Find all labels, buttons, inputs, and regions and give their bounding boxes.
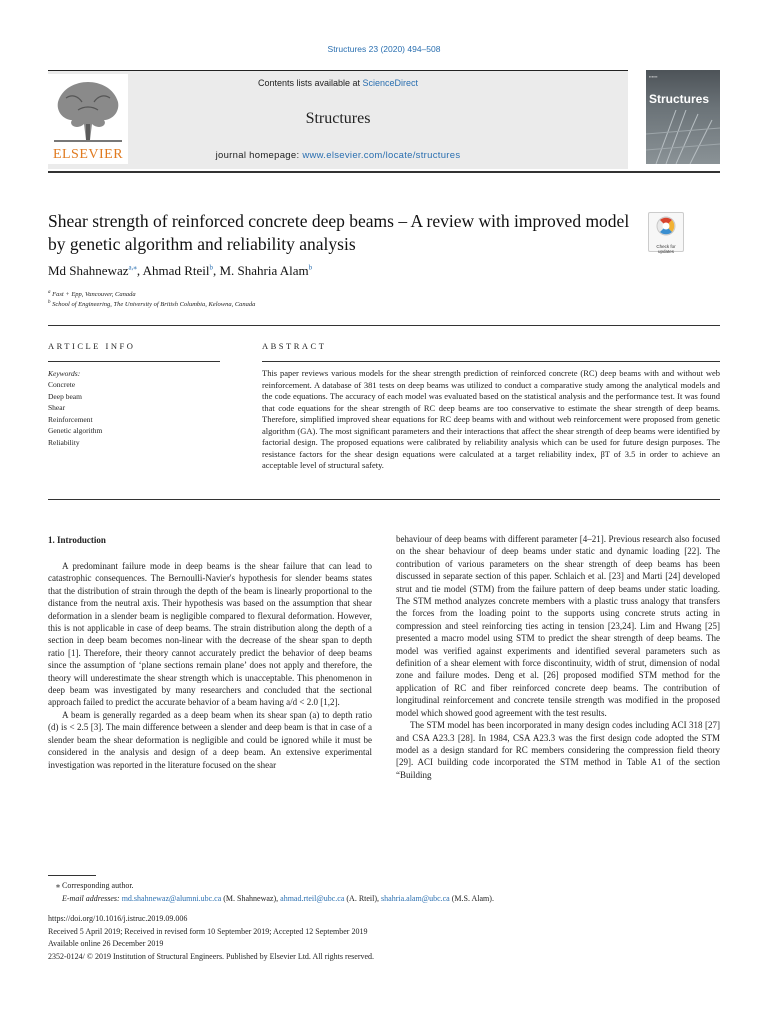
keyword: Reinforcement: [48, 414, 93, 424]
affiliation: [48, 290, 136, 298]
crossmark-label: Check for updates: [656, 244, 676, 254]
body-paragraph: The STM model has been incorporated in many design codes including ACI 318 [27] and CSA A23.3 [28]. In 1984, CSA A23.3 was the first design code adopted the STM model as a design standard for RC members considering the compression field theory [29]. ACI building code incorporated the STM method in Table A1 of the section “Building: [396, 720, 720, 780]
homepage-link[interactable]: www.elsevier.com/locate/structures: [302, 150, 461, 161]
journal-name: Structures: [305, 110, 371, 127]
keywords-label: Keywords:: [48, 369, 81, 378]
email-addresses: [62, 894, 494, 903]
abstract-text: This paper reviews various models for the shear strength prediction of reinforced concrete (RC) deep beams with and without web reinforcement. A database of 381 tests on deep beams was utilized to conduct a comparative study among the analytical models and the code equations. The accuracy of each model was evaluated based on the statistical analysis and the performance test. It was found that code equations for the shear strength of RC deep beams are too conservative to estimate the shear strength of deep beams. Therefore, simplified improved shear equations for RC deep beams with and without web reinforcement were proposed from genetic algorithm (GA). The most significant parameters and their interactions that affect the shear strength of deep beams were identified by factorial design. The proposed equations were calibrated by reliability analysis which can be used for future design purposes. The resistance factors for the shear design equations were calculated at a target reliability index, βT of 3.5 in order to achieve an acceptable level of structural safety.: [262, 368, 720, 470]
keyword: Deep beam: [48, 391, 82, 401]
body-column-left: [48, 560, 372, 771]
keyword: Genetic algorithm: [48, 426, 103, 435]
affiliation-marker: a: [48, 290, 51, 295]
affiliation-text: School of Engineering, The University of British Columbia, Kelowna, Canada: [52, 301, 256, 309]
author-affiliation-marker[interactable]: a,⁎: [128, 263, 137, 272]
email-owner: (A. Rteil),: [346, 894, 380, 903]
corresponding-author-note: ⁎ Corresponding author.: [56, 881, 134, 890]
author-name: Ahmad Rteil: [142, 263, 210, 278]
contents-available-line: [48, 78, 628, 88]
email-label: E-mail addresses:: [62, 894, 120, 903]
article-info-rule: [48, 361, 220, 362]
elsevier-wordmark: ELSEVIER: [52, 147, 124, 162]
email-link[interactable]: ahmad.rteil@ubc.ca: [280, 894, 345, 903]
received-dates: Received 5 April 2019; Received in revised form 10 September 2019; Accepted 12 September 2019: [48, 927, 368, 936]
keyword: Reliability: [48, 437, 80, 447]
body-paragraph: A predominant failure mode in deep beams is the shear failure that can lead to catastrophic consequences. The Bernoulli-Navier's hypothesis for slender beams states that the distribution of strain through the depth of the beam is linearly proportional to the distance from the neutral axis. Their hypothesis was based on the assumption that shear deformation in a slender beam is negligible compared to flexural deformation. However, this is not applicable in case of deep beams. The strain distribution along the depth of a section in deep beam becomes non-linear with the decrease of the shear span to depth ratio [1]. Therefore, their theory cannot accurately predict the behavior of deep beams since the assumption of ‘plane sections remain plane’ does not apply and therefore, the theory will underestimate the shear strength which is unacceptable. This phenomenon in deep beam was investigated by many researchers and concluded that the sectional approach failed to predict the accurate behavior of a beam having a/d < 2.0 [1,2].: [48, 561, 372, 708]
affiliation-text: Fast + Epp, Vancouver, Canada: [52, 291, 136, 299]
author-separator: ,: [136, 263, 143, 278]
section-heading-introduction: 1. Introduction: [48, 535, 106, 545]
email-owner: (M. Shahnewaz),: [223, 894, 279, 903]
author-name: Md Shahnewaz: [48, 263, 129, 278]
keyword: Shear: [48, 403, 66, 412]
article-title: Shear strength of reinforced concrete deep beams – A review with improved model by genetic algorithm and reliability analysis: [48, 211, 630, 254]
abstract-rule: [262, 361, 720, 362]
crossmark-icon: [649, 213, 683, 239]
author-affiliation-marker[interactable]: b: [209, 263, 213, 272]
header-divider: [48, 171, 720, 173]
check-for-updates-badge[interactable]: [648, 212, 684, 252]
body-column-right: [396, 533, 720, 781]
email-link[interactable]: md.shahnewaz@alumni.ubc.ca: [121, 894, 222, 903]
abstract-heading: ABSTRACT: [262, 341, 327, 351]
author-name: M. Shahria Alam: [219, 263, 309, 278]
affiliation-marker: b: [48, 300, 51, 305]
author-separator: ,: [212, 263, 220, 278]
abstract-bottom-divider: [48, 499, 720, 500]
article-info-heading: ARTICLE INFO: [48, 341, 136, 351]
body-paragraph: behaviour of deep beams with different parameter [4–21]. Previous research also focused on the shear behaviour of deep beams under static and dynamic loading [22]. The contribution of various parameters on the shear strength of deep beams has been discussed in separate section of this paper. Schlaich et al. [23] and Marti [24] developed strut and tie model (STM) from the failure pattern of deep beams under static loading. The STM method analyzes concrete members with a plastic truss analogy that transfers the forces from the loading point to the supports using concrete struts acting in compression and steel reinforcing ties acting in tension [23,24]. Lim and Hwang [25] presented a macro model using STM to predict the shear strength of deep beams. The model was verified against experiments and identified several parameters such as definition of a shear element with force discontinuity, width of strut, dimension of nodal zone and failure modes. Deng et al. [26] proposed modified STM method for the application of RC and fiber reinforced concrete deep beams. The contribution of longitudinal reinforcement and concrete tensile strength was modified in the proposed model which showed good agreement with the test results.: [396, 534, 720, 718]
homepage-prefix: journal homepage:: [215, 150, 303, 161]
cover-title: Structures: [649, 92, 710, 106]
cover-structure-image: [646, 110, 720, 164]
email-owner: (M.S. Alam).: [451, 894, 494, 903]
footnote-rule: [48, 875, 96, 876]
journal-cover-thumbnail[interactable]: [646, 70, 720, 164]
doi-link[interactable]: https://doi.org/10.1016/j.istruc.2019.09.006: [48, 914, 188, 923]
body-paragraph: A beam is generally regarded as a deep beam when its shear span (a) to depth ratio (d) is < 2.5 [3]. The main difference between a slender and deep beam is that in case of a slender beam the shear deformation is negligible and could be ignored while it must be considered in the analysis and design of a deep beam. An extensive experimental investigation was reported in the literature focused on the shear: [48, 709, 372, 770]
cover-publisher-mark: ▪▪▪▪▪▪: [649, 74, 658, 79]
author-list: [48, 263, 312, 279]
author-affiliation-marker[interactable]: b: [308, 263, 313, 272]
journal-homepage-line: [48, 150, 628, 161]
keyword: Concrete: [48, 380, 76, 389]
available-online-date: Available online 26 December 2019: [48, 939, 164, 948]
copyright-notice: 2352-0124/ © 2019 Institution of Structural Engineers. Published by Elsevier Ltd. All rights reserved.: [48, 952, 375, 961]
journal-reference[interactable]: Structures 23 (2020) 494–508: [327, 44, 441, 54]
contents-prefix: Contents lists available at: [257, 78, 363, 88]
section-divider: [48, 325, 720, 326]
affiliation: [48, 300, 255, 308]
email-link[interactable]: shahria.alam@ubc.ca: [381, 894, 450, 903]
sciencedirect-link[interactable]: ScienceDirect: [362, 78, 419, 88]
